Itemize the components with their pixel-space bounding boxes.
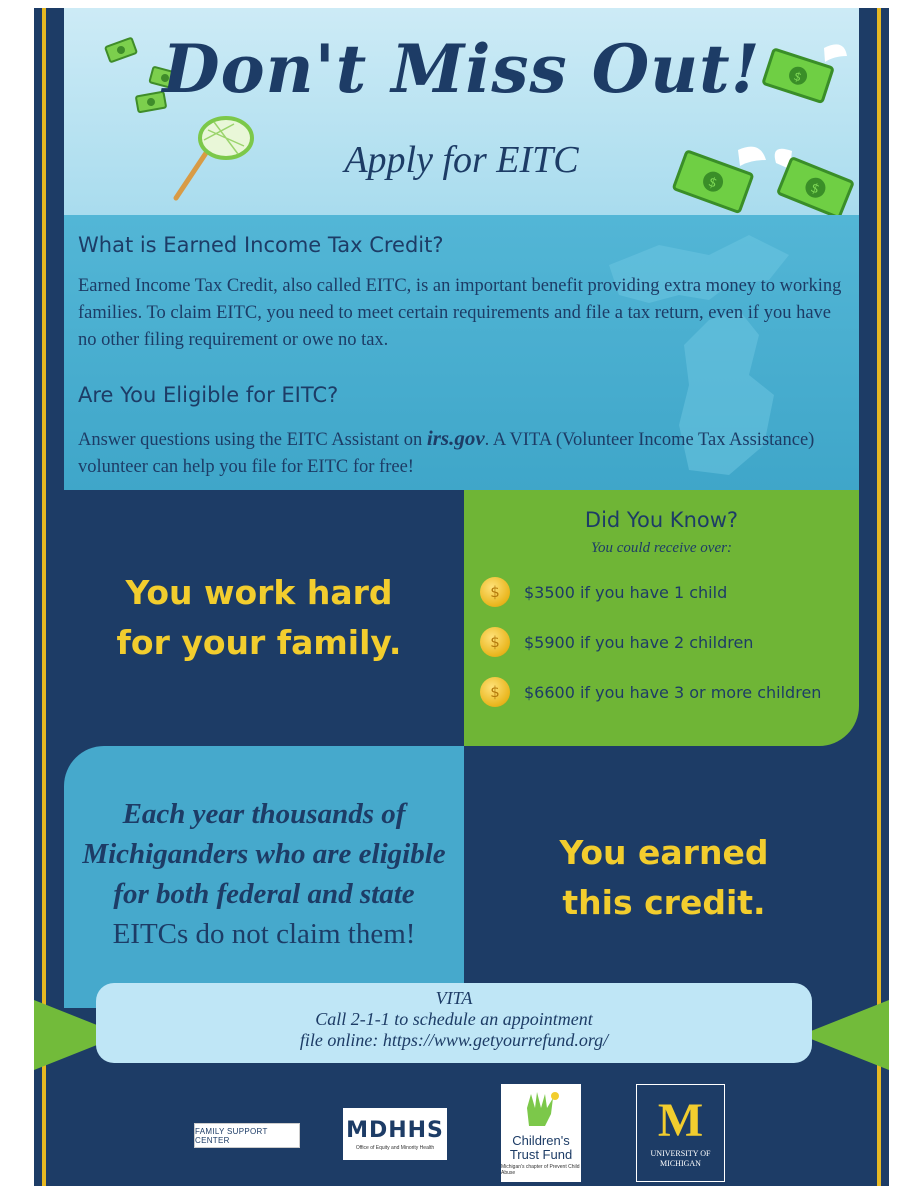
paragraph-eligible: Answer questions using the EITC Assistant on irs.gov. A VITA (Volunteer Income Tax Assistance) volunteer can help you file for EITC for free! xyxy=(78,426,815,477)
hand-icon xyxy=(519,1090,563,1128)
vita-banner xyxy=(96,983,812,1063)
svg-text:$: $ xyxy=(791,68,804,85)
mdhhs-logo: MDHHS Office of Equity and Minority Health xyxy=(343,1108,447,1160)
svg-text:$: $ xyxy=(808,180,822,198)
list-item: $ $5900 if you have 2 children xyxy=(480,624,753,660)
irs-link[interactable]: irs.gov xyxy=(426,426,485,450)
vita-website[interactable]: file online: https://www.getyourrefund.org/ xyxy=(299,1030,609,1050)
eligible-unclaimed-text: Each year thousands of Michiganders who are eligible for both federal and state EITCs do not claim them! xyxy=(82,798,446,950)
heading-what-is-eitc: What is Earned Income Tax Credit? xyxy=(78,233,444,257)
vita-phone: Call 2-1-1 to schedule an appointment xyxy=(315,1009,593,1029)
vita-title: VITA xyxy=(435,988,473,1008)
did-you-know-lead: You could receive over: xyxy=(591,540,732,556)
coin-icon: $ xyxy=(480,577,510,607)
list-item: $ $3500 if you have 1 child xyxy=(480,574,727,610)
university-of-michigan-logo: M UNIVERSITY OF MICHIGAN xyxy=(636,1084,725,1182)
childrens-trust-fund-logo: Children's Trust Fund Michigan's chapter of Prevent Child Abuse xyxy=(501,1084,581,1182)
family-support-center-logo: FAMILY SUPPORT CENTER xyxy=(194,1123,300,1148)
ribbon-right xyxy=(801,1000,889,1070)
did-you-know-box xyxy=(464,490,859,746)
lower-left-box xyxy=(64,746,464,1008)
hero-subtitle: Apply for EITC xyxy=(344,139,579,181)
did-you-know-title: Did You Know? xyxy=(584,508,739,532)
heading-eligible: Are You Eligible for EITC? xyxy=(78,383,339,407)
list-item: $ $6600 if you have 3 or more children xyxy=(480,674,821,710)
svg-text:$: $ xyxy=(706,174,720,192)
info-section xyxy=(64,215,859,490)
hero-banner xyxy=(64,8,859,215)
paragraph-what-is-eitc: Earned Income Tax Credit, also called EITC, is an important benefit providing extra money to working families. To claim EITC, you need to meet certain requirements and file a tax return, even if you have no other filing requirement or owe no tax. xyxy=(78,276,842,350)
callout-earned-credit: You earned this credit. xyxy=(559,833,769,922)
coin-icon: $ xyxy=(480,627,510,657)
callout-work-hard: You work hard for your family. xyxy=(116,573,402,662)
coin-icon: $ xyxy=(480,677,510,707)
hero-title: Don't Miss Out! xyxy=(162,30,761,108)
flyer-page xyxy=(34,8,889,1186)
